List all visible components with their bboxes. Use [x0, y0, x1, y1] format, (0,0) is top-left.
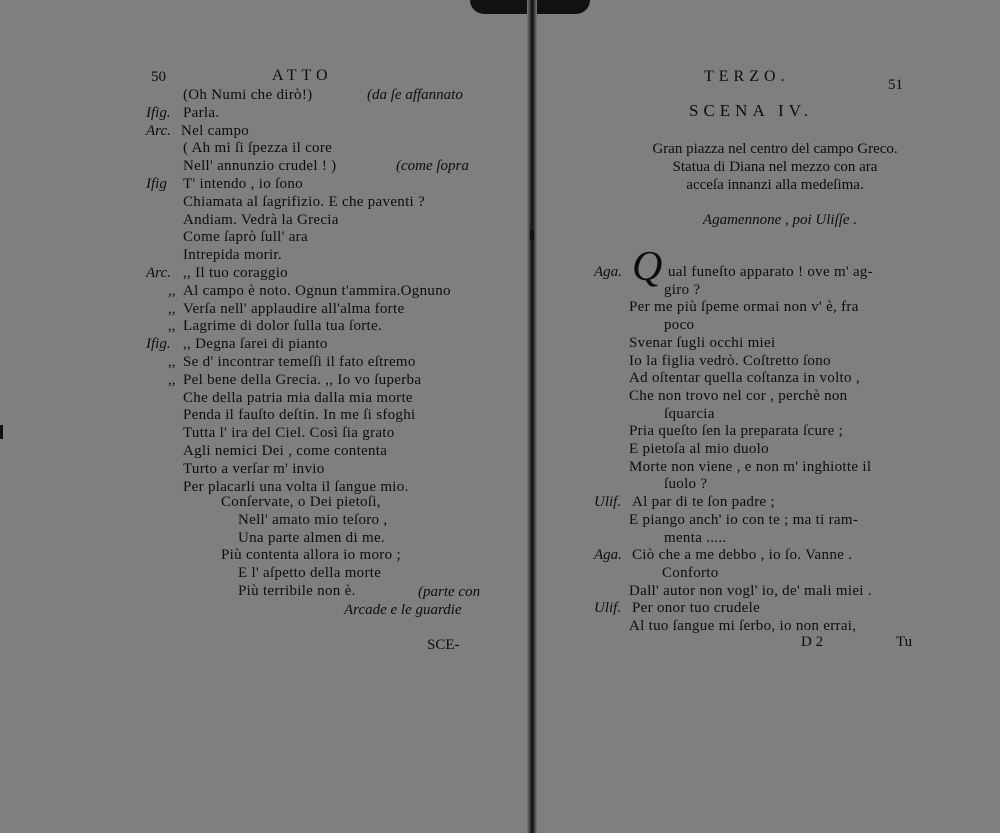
- dialogue-line: E piango anch' io con te ; ma ti ram-: [629, 512, 859, 528]
- scene-characters: Agamennone , poi Uliſſe .: [702, 212, 858, 228]
- dialogue-line: Chiamata al ſagrifizio. E che paventi ?: [183, 194, 426, 210]
- right-page-number: 51: [888, 77, 903, 93]
- aria-line: Una parte almen di me.: [238, 530, 385, 546]
- stage-direction: (da ſe affannato: [367, 87, 463, 103]
- dialogue-line: Conforto: [662, 565, 719, 581]
- dialogue-line: ( Ah mi ſi ſpezza il core: [183, 140, 333, 156]
- speaker-label: ,,: [168, 318, 176, 334]
- dialogue-line: Turto a verſar m' invio: [183, 461, 325, 477]
- dialogue-line: Per me più ſpeme ormai non v' è, fra: [629, 299, 859, 315]
- dialogue-line: Parla.: [183, 105, 220, 121]
- dialogue-line: Svenar ſugli occhi miei: [629, 335, 776, 351]
- right-running-head: TERZO.: [704, 68, 790, 85]
- speaker-label: Arc.: [146, 123, 171, 139]
- speaker-label: ,,: [168, 283, 176, 299]
- speaker-label: ,,: [168, 301, 176, 317]
- speaker-label: Aga.: [594, 264, 622, 280]
- dialogue-line: Pel bene della Grecia. ,, Io vo ſuperba: [183, 372, 422, 388]
- speaker-label: Arc.: [146, 265, 171, 281]
- dialogue-line: Dall' autor non vogl' io, de' mali miei .: [629, 583, 872, 599]
- speaker-label: Ifig.: [146, 336, 171, 352]
- speaker-label: ,,: [168, 354, 176, 370]
- left-running-head: ATTO: [272, 67, 333, 84]
- left-page-number: 50: [151, 69, 166, 85]
- dialogue-line: ſquarcia: [664, 406, 715, 422]
- signature-mark: D 2: [801, 634, 824, 650]
- speaker-label: Ifig: [146, 176, 167, 192]
- exit-direction-1: (parte con: [418, 584, 481, 600]
- dialogue-line: ſuolo ?: [664, 476, 708, 492]
- dialogue-line: Penda il fauſto deſtin. In me ſi sfoghi: [183, 407, 416, 423]
- scene-title: SCENA IV.: [689, 101, 814, 120]
- dialogue-line: Pria queſto ſen la preparata ſcure ;: [629, 423, 844, 439]
- left-edge-mark: [0, 425, 3, 439]
- dialogue-line: ,, Degna ſarei di pianto: [183, 336, 328, 352]
- dialogue-line: ual funeſto apparato ! ove m' ag-: [668, 264, 874, 280]
- dialogue-line: Nel campo: [181, 123, 250, 139]
- dialogue-line: Andiam. Vedrà la Grecia: [183, 212, 339, 228]
- dialogue-line: ,, Il tuo coraggio: [183, 265, 288, 281]
- dialogue-line: Se d' incontrar temeſſi il fato eſtremo: [183, 354, 416, 370]
- dialogue-line: Al campo è noto. Ognun t'ammira.Ognuno: [183, 283, 451, 299]
- book-gutter: [527, 0, 537, 833]
- speaker-label: Ifig.: [146, 105, 171, 121]
- dialogue-line: Lagrime di dolor ſulla tua ſorte.: [183, 318, 383, 334]
- dialogue-line: Per onor tuo crudele: [632, 600, 761, 616]
- exit-direction-2: Arcade e le guardie: [344, 602, 462, 618]
- dialogue-line: Al tuo ſangue mi ſerbo, io non errai,: [629, 618, 857, 634]
- dialogue-line: Verſa nell' applaudire all'alma forte: [183, 301, 405, 317]
- dialogue-line: Per placarli una volta il ſangue mio.: [183, 479, 409, 495]
- speaker-label: Ulif.: [594, 600, 622, 616]
- dialogue-line: (Oh Numi che dirò!): [183, 87, 313, 103]
- dialogue-line: Ciò che a me debbo , io ſo. Vanne .: [632, 547, 853, 563]
- dialogue-line: T' intendo , io ſono: [183, 176, 303, 192]
- dialogue-line: Al par di te ſon padre ;: [632, 494, 775, 510]
- dialogue-line: poco: [664, 317, 695, 333]
- setting-line-1: Gran piazza nel centro del campo Greco.: [652, 141, 898, 157]
- dialogue-line: Intrepida morir.: [183, 247, 282, 263]
- dialogue-line: Che della patria mia dalla mia morte: [183, 390, 413, 406]
- dialogue-line: Morte non viene , e non m' inghiotte il: [629, 459, 872, 475]
- dialogue-line: Che non trovo nel cor , perchè non: [629, 388, 848, 404]
- speaker-label: ,,: [168, 372, 176, 388]
- aria-line: Nell' amato mio teſoro ,: [238, 512, 388, 528]
- right-catchword: Tu: [896, 634, 913, 650]
- dialogue-line: E pietoſa al mio duolo: [629, 441, 769, 457]
- dialogue-line: Io la figlia vedrò. Coſtretto ſono: [629, 353, 831, 369]
- dialogue-line: Ad oſtentar quella coſtanza in volto ,: [629, 370, 860, 386]
- speaker-label: Ulif.: [594, 494, 622, 510]
- aria-line: Più terribile non è.: [238, 583, 356, 599]
- dialogue-line: menta .....: [664, 530, 727, 546]
- dialogue-line: Tutta l' ira del Ciel. Così ſia grato: [183, 425, 395, 441]
- dialogue-line: Nell' annunzio crudel ! ): [183, 158, 337, 174]
- dialogue-line: Come ſaprò ſull' ara: [183, 229, 308, 245]
- setting-line-3: acceſa innanzi alla medeſima.: [686, 177, 864, 193]
- dialogue-line: Agli nemici Dei , come contenta: [183, 443, 388, 459]
- setting-line-2: Statua di Diana nel mezzo con ara: [672, 159, 878, 175]
- aria-line: Più contenta allora io moro ;: [221, 547, 401, 563]
- dialogue-line: giro ?: [664, 282, 701, 298]
- drop-cap: Q: [632, 244, 663, 290]
- left-catchword: SCE-: [427, 637, 460, 653]
- aria-line: E l' aſpetto della morte: [238, 565, 382, 581]
- aria-line: Conſervate, o Dei pietoſi,: [221, 494, 381, 510]
- stage-direction: (come ſopra: [396, 158, 469, 174]
- speaker-label: Aga.: [594, 547, 622, 563]
- gutter-mark: [530, 230, 534, 240]
